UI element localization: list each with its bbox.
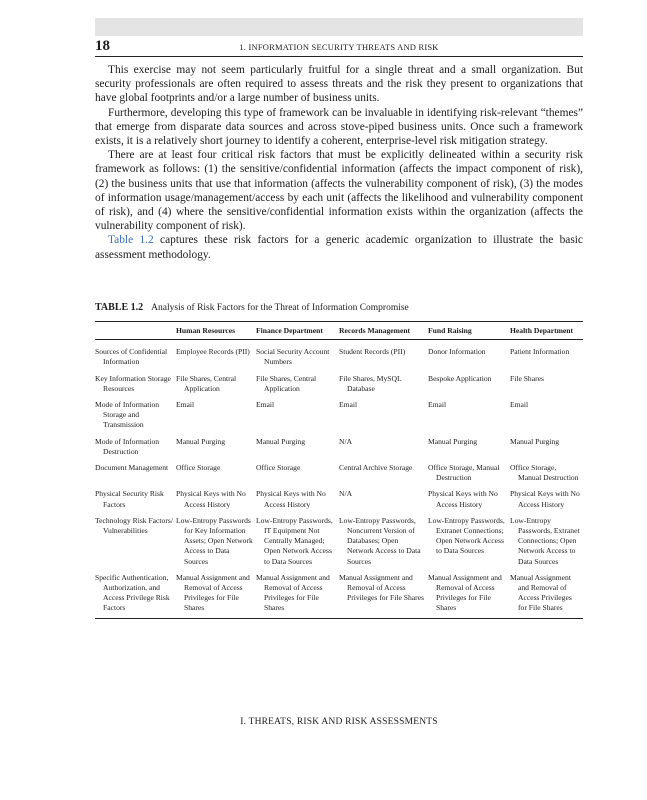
column-header: Records Management [339, 322, 428, 340]
table-row [95, 400, 583, 437]
row-label: Technology Risk Factors/ Vulnerabilities [95, 515, 173, 536]
row-label: Document Management [95, 463, 169, 473]
table-row [95, 463, 583, 489]
table-row [95, 489, 583, 515]
row-label: Physical Security Risk Factors [95, 489, 164, 509]
table-cell: Email [256, 400, 275, 410]
table-cell: Low-Entropy Passwords, Noncurrent Version of Databases; Open Network Access to Data Sources [339, 515, 421, 566]
top-shade-band [95, 18, 583, 36]
table-cell: Email [510, 400, 529, 410]
page-number: 18 [95, 38, 110, 54]
table-cell: Office Storage, Manual Destruction [428, 463, 500, 483]
table-cell: Email [176, 400, 195, 410]
table-cell: Office Storage [256, 463, 301, 473]
table-cell: Central Archive Storage [339, 463, 413, 473]
column-header: Fund Raising [428, 322, 510, 340]
row-label: Mode of Information Destruction [95, 436, 160, 456]
table-row [95, 340, 583, 374]
page-header [95, 38, 583, 57]
column-header: Health Department [510, 322, 583, 340]
table-caption [95, 302, 583, 313]
row-label: Key Information Storage Resources [95, 373, 171, 393]
table-cell: Student Records (PII) [339, 347, 406, 357]
running-head: 1. INFORMATION SECURITY THREATS AND RISK [239, 42, 439, 52]
table-row [95, 374, 583, 400]
table-cell: Manual Assignment and Removal of Access Privileges for File Shares [339, 573, 428, 618]
page-footer: I. THREATS, RISK AND RISK ASSESSMENTS [240, 717, 438, 727]
table-row [95, 437, 583, 463]
paragraph [95, 233, 583, 261]
table-cell: Manual Assignment and Removal of Access Privileges for File Shares [256, 573, 339, 618]
table-cell: Low-Entropy Passwords for Key Information Assets; Open Network Access to Data Sources [176, 515, 253, 566]
table-cell: Low-Entropy Passwords, Extranet Connections; Open Network Access to Data Sources [428, 515, 505, 556]
table-cell: Manual Assignment and Removal of Access Privileges for File Shares [428, 573, 510, 618]
table-header-row [95, 322, 583, 340]
body-text [95, 63, 583, 262]
row-label: Sources of Confidential Information [95, 347, 168, 367]
table-cell: Office Storage, Manual Destruction [510, 463, 579, 483]
row-label: Specific Authentication, Authorization, and Access Privilege Risk Factors [95, 573, 176, 618]
table-cell: File Shares, MySQL Database [339, 373, 402, 393]
paragraph: There are at least four critical risk factors that must be explicitly delineated within a security risk framework as follows: (1) the sensitive/confidential information (affects the impact component of risk), (2) the business units that use that information (affects the vulnerability component of risk), (3) the modes of information usage/management/access by each unit (affects the likelihood and vulnerability component of risk), and (4) where the sensitive/confidential information exists within the organization (affects the vulnerability component of risk). [95, 149, 583, 233]
table-cell: Bespoke Application [428, 373, 492, 383]
table-cell: Office Storage [176, 463, 221, 473]
paragraph-text: captures these risk factors for a generic academic organization to illustrate the basic assessment methodology. [95, 234, 583, 261]
table-cell: Manual Purging [256, 436, 306, 446]
column-header: Finance Department [256, 322, 339, 340]
table-cell: Physical Keys with No Access History [428, 489, 498, 509]
table-cell: Manual Purging [428, 436, 478, 446]
table-cell: Manual Assignment and Removal of Access Privileges for File Shares [510, 573, 583, 618]
table-label: TABLE 1.2 [95, 302, 144, 313]
table-cell: Donor Information [428, 347, 486, 357]
table-cell: N/A [339, 489, 353, 499]
table-cell: File Shares [510, 373, 544, 383]
risk-table [95, 322, 583, 619]
table-cell: Manual Assignment and Removal of Access Privileges for File Shares [176, 573, 256, 618]
table-reference-link[interactable]: Table 1.2 [108, 234, 154, 247]
column-header [95, 322, 176, 340]
paragraph: Furthermore, developing this type of framework can be invaluable in identifying risk-relevant “themes” that emerge from disparate data sources and across stove-piped business units. Once such a framework exists, it is a relatively short journey to identify a coherent, enterprise-level risk mitigation strategy. [95, 106, 583, 148]
table-cell: Physical Keys with No Access History [176, 489, 246, 509]
table-cell: Low-Entropy Passwords, IT Equipment Not Centrally Managed; Open Network Access to Data Sources [256, 515, 333, 566]
row-label: Mode of Information Storage and Transmission [95, 400, 160, 430]
table-cell: File Shares, Central Application [256, 373, 317, 393]
table-cell: Patient Information [510, 347, 570, 357]
table-cell: Employee Records (PII) [176, 347, 250, 357]
table-cell: Social Security Account Numbers [256, 347, 330, 367]
table-row [95, 573, 583, 618]
table-cell: Manual Purging [176, 436, 226, 446]
paragraph: This exercise may not seem particularly fruitful for a single threat and a small organization. But security professionals are often required to assess threats and the risk they present to organizations that have global footprints and/or a large number of business units. [95, 64, 583, 105]
table-cell: Email [428, 400, 447, 410]
table-caption-text: Analysis of Risk Factors for the Threat of Information Compromise [151, 303, 409, 313]
table-cell: Manual Purging [510, 436, 560, 446]
table-cell: Low-Entropy Passwords, Extranet Connections; Open Network Access to Data Sources [510, 515, 580, 566]
table-cell: N/A [339, 436, 353, 446]
table-cell: Email [339, 400, 358, 410]
table-row [95, 516, 583, 573]
table-cell: Physical Keys with No Access History [510, 489, 580, 509]
column-header: Human Resources [176, 322, 256, 340]
table-cell: File Shares, Central Application [176, 373, 237, 393]
table-cell: Physical Keys with No Access History [256, 489, 326, 509]
